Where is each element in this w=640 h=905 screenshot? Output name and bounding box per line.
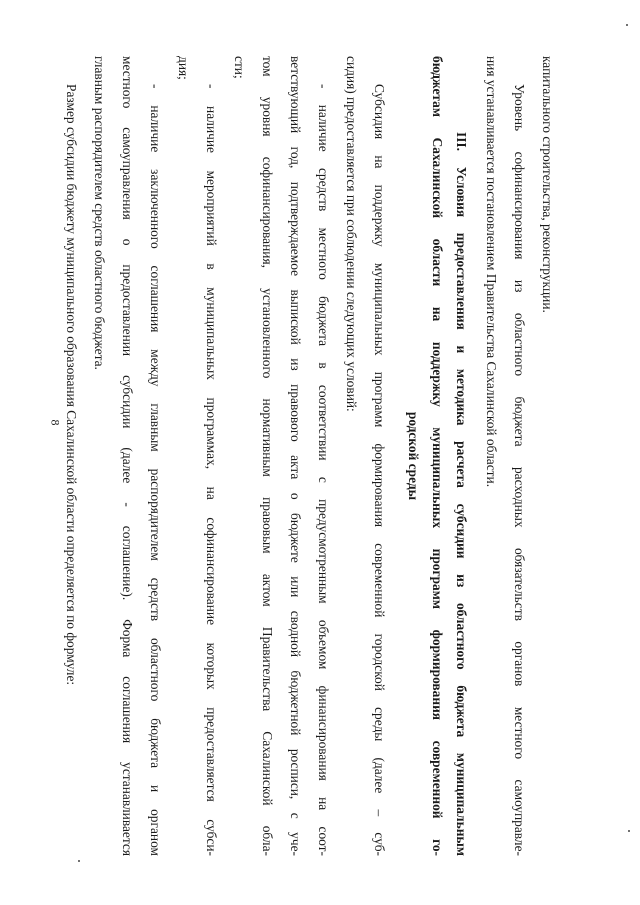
scan-speck (78, 860, 80, 862)
text-line: дия; (176, 56, 191, 80)
text-line: - наличие средств местного бюджета в соответствии с предусмотренным объемом финансирования на соот- (316, 84, 331, 856)
section-heading-line: родской среды (406, 411, 421, 501)
document-body (45, 56, 555, 856)
text-line: местного самоуправления о предоставлении субсидии (далее - соглашение). Форма соглашения устанавливается (120, 56, 135, 856)
text-line: том уровня софинансирования, установленного нормативным правовым актом Правительства Сахалинской обла- (260, 56, 275, 856)
text-line: - наличие заключенного соглашения между главным распорядителем средств областного бюджета и органом (148, 84, 163, 856)
text-line: сти; (232, 56, 247, 79)
text-line: сидия) предоставляется при соблюдении следующих условий: (344, 56, 359, 412)
page-number: 8 (48, 419, 63, 426)
text-line: - наличие мероприятий в муниципальных программах, на софинансирование которых предоставляется субси- (204, 84, 219, 856)
section-heading-line: III. Условия предоставления и методика расчета субсидии из областного бюджета муниципальным (454, 132, 469, 856)
scan-speck (628, 830, 630, 832)
section-heading-line: бюджетам Сахалинской области на поддержку муниципальных программ формирования современной го- (430, 56, 445, 856)
text-line: капитального строительства, реконструкции. (540, 56, 555, 313)
text-line: ния устанавливается постановлением Правительства Сахалинской области. (484, 56, 499, 488)
text-line: Размер субсидии бюджету муниципального образования Сахалинской области определяется по формуле: (64, 84, 79, 686)
text-line: главным распорядителем средств областного бюджета. (92, 56, 107, 370)
scan-speck (626, 24, 628, 26)
text-line: Субсидия на поддержку муниципальных программ формирования современной городской среды (далее – суб- (372, 84, 387, 856)
text-line: ветствующий год, подтверждаемое выпиской из правового акта о бюджете или сводной бюджетной росписи, с уче- (288, 56, 303, 856)
text-line: Уровень софинансирования из областного бюджета расходных обязательств органов местного самоуправле- (512, 84, 527, 856)
